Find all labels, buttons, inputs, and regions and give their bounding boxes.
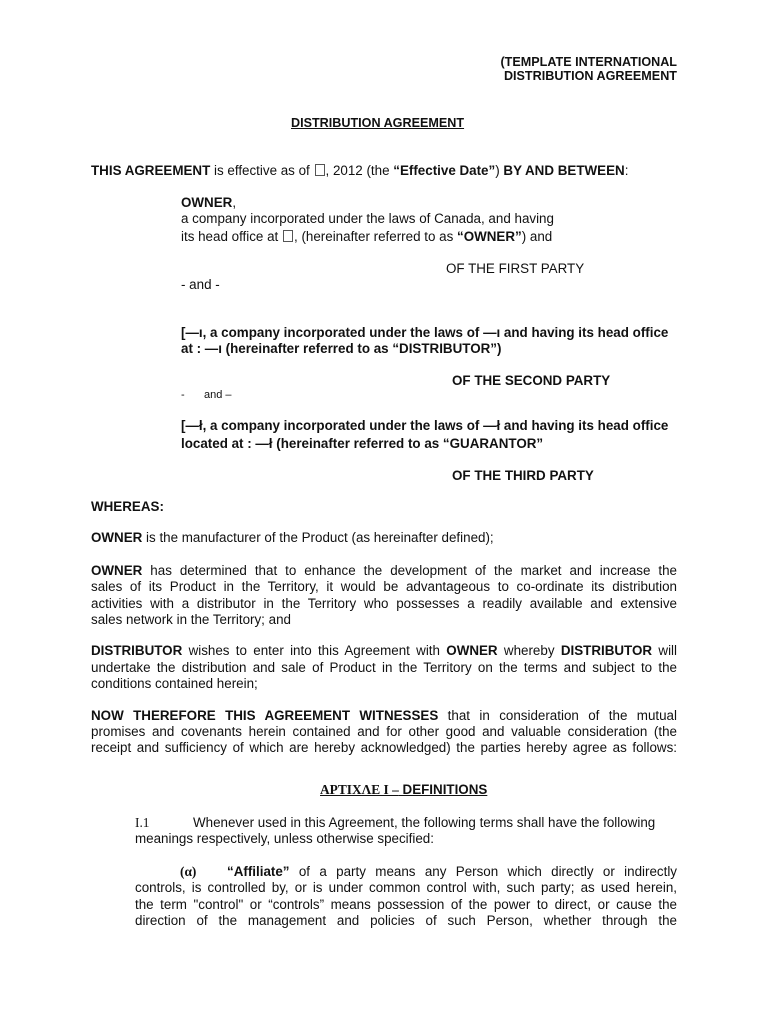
whereas-heading: WHEREAS: [91,499,164,514]
distributor-line2: at : —ı (hereinafter referred to as “DISTRIBUTOR”) [181,341,502,356]
template-label-line2: DISTRIBUTION AGREEMENT [503,69,677,83]
recital-2-line4: sales network in the Territory; and [91,612,291,627]
witness-line1: NOW THEREFORE THIS AGREEMENT WITNESSES that in consideration of the mutual [91,708,677,723]
witness-line2: promises and covenants herein contained and for other good and valuable consideration (the [91,724,677,739]
article-heading [320,782,487,798]
third-party-label: OF THE THIRD PARTY [452,468,594,483]
guarantor-line1: [—ł, a company incorporated under the laws of —ł and having its head office [181,418,669,433]
intro-this-agreement: THIS AGREEMENT [91,163,211,178]
owner-name: OWNER, [181,195,237,210]
clause-1-1-line2: meanings respectively, unless otherwise specified: [135,831,434,846]
clause-1-1-number: Ι.1 [135,815,150,830]
clause-a-line1: “Affiliate” of a party means any Person which directly or indirectly [227,864,677,879]
address-placeholder-box [283,230,293,242]
article-title: DEFINITIONS [398,782,488,797]
intro-line [91,163,628,179]
recital-2-line3: activities with a distributor in the Territory who possesses a readily available and extensive [91,596,677,611]
recital-3-line2: undertake the distribution and sale of Product in the Territory on the terms and subject to the [91,660,677,675]
second-party-label: OF THE SECOND PARTY [452,373,611,388]
effective-date-term: “Effective Date” [393,163,496,178]
recital-2-line2: sales of its Product in the Territory, it would be advantageous to co-ordinate its distribution [91,579,677,594]
intro-text: is effective as of [210,163,314,178]
guarantor-line2: located at : —ł (hereinafter referred to as “GUARANTOR” [181,436,544,451]
date-placeholder-box [315,164,325,176]
clause-1-1-line1: Whenever used in this Agreement, the following terms shall have the following [193,815,656,830]
owner-line1: a company incorporated under the laws of Canada, and having [181,211,554,226]
first-party-label: OF THE FIRST PARTY [446,261,585,276]
template-label-line1: (TEMPLATE INTERNATIONAL [500,55,677,69]
clause-a-marker: (α) [180,864,197,879]
recital-2-line1: OWNER has determined that to enhance the development of the market and increase the [91,563,677,578]
recital-1: OWNER is the manufacturer of the Product (as hereinafter defined); [91,530,494,545]
distributor-line1: [—ı, a company incorporated under the laws of —ı and having its head office [181,325,669,340]
owner-line2: its head office at , (hereinafter referred to as “OWNER”) and [181,229,553,244]
and-separator-1: - and - [181,277,220,292]
recital-3-line3: conditions contained herein; [91,676,258,691]
recital-3-line1: DISTRIBUTOR wishes to enter into this Agreement with OWNER whereby DISTRIBUTOR will [91,643,677,658]
article-number: ΑΡΤΙΧΛΕ Ι – [320,782,399,797]
and-separator-2-dash: - [181,389,185,401]
clause-a-line4: direction of the management and policies of such Person, whether through the [135,913,677,928]
document-title: DISTRIBUTION AGREEMENT [291,116,465,130]
clause-a-line3: the term "control" or “controls” means possession of the power to direct, or cause the [135,897,677,912]
by-and-between: BY AND BETWEEN [503,163,625,178]
intro-colon: : [624,163,629,178]
intro-text-3: ) [495,163,504,178]
intro-text-2: , 2012 (the [325,163,394,178]
witness-line3: receipt and sufficiency of which are hereby acknowledged) the parties hereby agree as follows: [91,740,677,755]
and-separator-2: and – [204,389,232,401]
clause-a-line2: controls, is controlled by, or is under common control with, such party; as used herein, [135,880,677,895]
